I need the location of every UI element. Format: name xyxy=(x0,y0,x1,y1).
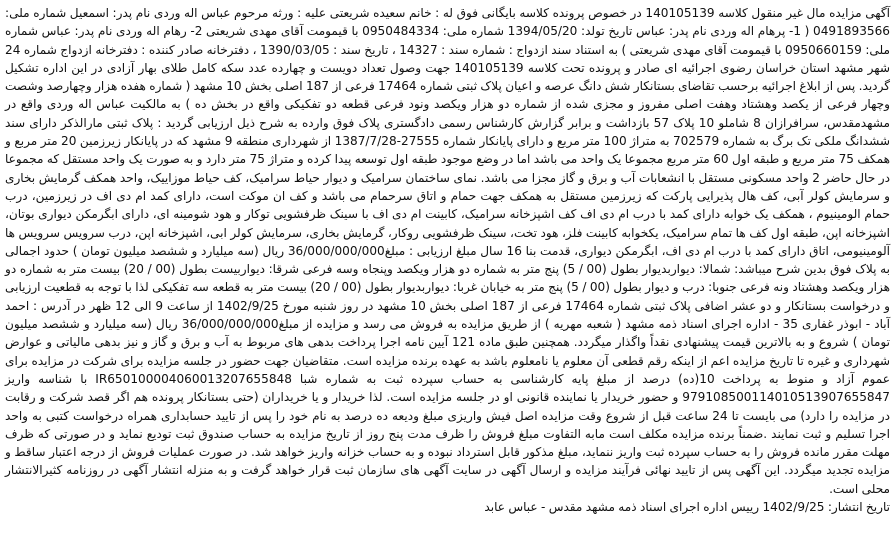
notice-signature-line: تاریخ انتشار: 1402/9/25 رییس اداره اجرای اسناد ذمه مشهد مقدس - عباس عابد xyxy=(484,500,890,515)
notice-body-text: آگهی مزایده مال غیر منقول کلاسه 140105139 در خصوص پرونده کلاسه بایگانی فوق له : خانم سعیده شریعتی علیه : ورثه مرحوم عباس اله وردی نام پدر: اسمعیل شماره ملی: 0491893566 ( 1- پرهام اله وردی نام پدر: عباس تاریخ تولد: 1394/05/20 شماره ملی: 0950484334 با قیمومت آقای مهدی شریعتی 2- رهام اله وردی نام پدر: عباس شماره ملی: 0950660159 با قیمومت آقای مهدی شریعتی ) به استناد سند ازدواج : شماره سند : 14327 ، تاریخ سند : 1390/03/05 ، دفترخانه صادر کننده : دفترخانه ازدواج شماره 24 شهر مشهد استان خراسان رضوی اجرائیه ای صادر و پرونده تحت کلاسه 140105139 جهت وصول تعداد دویست و چهارده عدد سکه کامل طلای بهار آزادی در این اداره تشکیل گردید. پس از ابلاغ اجرائیه برحسب تقاضای بستانکار شش دانگ عرصه و اعیان پلاک ثبتی شماره 17464 فرعی از 187 اصلی بخش 10 مشهد ( شماره هفده هزار وچهارصد وشصت وچهار فرعی از یکصد وهشتاد وهفت اصلی مفروز و مجزی شده از شماره دو هزار ویکصد ونود فرعی قطعه دو تفکیکی واقع در بخش ده ) به مالکیت عباس اله وردی واقع در مشهدمقدس، سرافرازان 8 شاملو 10 پلاک 57 بازداشت و برابر گزارش کارشناس رسمی دادگستری پلاک فوق وارده به شرح ذیل ارزیابی گردید : پلاک ثبتی مارالذکر دارای سند ششدانگ ملکی تک برگ به شماره 702579 به متراژ 100 متر مربع و دارای پایانکار شماره 27555-1387/7/28 از شهرداری منطقه 9 مشهد که در پایانکار زیرزمین 20 متر مربع و همکف 75 متر مربع و طبقه اول 60 متر مربع مجموعا یک واحد می باشد اما در وضع موجود طبقه اول توسعه پیدا کرده و متراژ 75 متر دارد و به صورت یک واحد مستقل که مجموعا در حال حاضر 2 واحد مسکونی مستقل با انشعابات آب و برق و گاز مجزا می باشد. نمای ساختمان سرامیک و دیوار حیاط سرامیک، کف حیاط موزاییک، واحد همکف گرمایش بخاری و سرمایش کولر آبی، کف هال پذیرایی پارکت که زیرزمین مستقل به همکف جهت حمام و اتاق سرحمام می باشد و کف ان موکت است، دارای کمد ام دی اف در زیرزمین، درب حمام الومینیوم ، همکف یک خوابه دارای کمد با درب ام دی اف کف اشپزخانه سرامیک، کابینت ام دی اف با سینک ظرفشویی توکار و هود شومینه ای، دارای ابگرمکن دیواری بوتان، اشپزخانه اپن، طبقه اول کف ها تمام سرامیک، یکخوابه کابینت فلز، هود تخت، سینک ظرفشویی روکار، گرمایش بخاری، سرمایش کولر ابی، اشپزخانه اپن، درب سرویس سرویس ها آلومینیومی، اتاق دارای کمد با درب ام دی اف، ابگرمکن دیواری، قدمت بنا 16 سال مبلغ ارزیابی : مبلغ36/000/000/000 ریال (سه میلیارد و ششصد میلیون تومان ) حدود اجمالی به پلاک فوق بدین شرح میباشد: شمالا: دیواربدیوار بطول (00 / 5) پنج متر به شماره دو هزار ویکصد وپنجاه وسه فرعی شرقا: دیواربیست بطول (00 / 20) بیست متر به شماره دو هزار ویکصد وهشتاد ونه فرعی جنوبا: درب و دیوار بطول (00 / 5) پنج متر به خیابان غربا: دیواربدیوار بطول (00 / 20) بیست متر به قطعه سه تفکیکی لذا با توجه به قطعیت ارزیابی و درخواست بستانکار و دو عشر اضافی پلاک ثبتی شماره 17464 فرعی از 187 اصلی بخش 10 مشهد در روز شنبه مورخ 1402/9/25 از ساعت 9 الی 12 ظهر در آدرس : احمد آباد - ابوذر غفاری 35 - اداره اجرای اسناد ذمه مشهد ( شعبه مهریه ) از طریق مزایده به فروش می رسد و مزایده از مبلغ36/000/000/000 ریال (سه میلیارد و ششصد میلیون تومان ) شروع و به بالاترین قیمت پیشنهادی نقداً واگذار میگردد. همچنین طبق ماده 121 آیین نامه اجرا پرداخت بدهی های مربوط به آب و برق و گاز و نیز بدهی مالیاتی و عوارض شهرداری و غیره تا تاریخ مزایده اعم از اینکه رقم قطعی آن معلوم یا نامعلوم باشد به عهده برنده مزایده است. متقاضیان جهت حضور در جلسه مزایده برای شرکت در مزایده برای عموم آزاد و منوط به پرداخت 10(ده) درصد از مبلغ پایه کارشناسی به حساب سپرده ثبت به شماره شبا IR650100004060013207655848 با شناسه واریز 979108500114010513907655847 و حضور خریدار یا نماینده قانونی او در جلسه مزایده است. لذا خریدار و یا خریداران (حتی بستانکار پرونده هم اگر قصد شرکت و رقابت در مزایده را دارد) می بایست تا 24 ساعت قبل از شروع وقت مزایده اصل فیش واریزی مبلغ ودیعه ده درصد به نام خود را پس از تایید حسابداری همراه درخواست کتبی به واحد اجرا تسلیم و ثبت نمایند .ضمناً برنده مزایده مکلف است مابه التفاوت مبلغ فروش را ظرف مدت پنج روز از تاریخ مزایده به حساب صندوق ثبت تودیع نماید و در صورتی که ظرف مهلت مقرر مانده فروش را به حساب سپرده ثبت واریز ننماید، مبلغ مذکور قابل استرداد نبوده و به حساب خزانه واریز خواهد شد. در صورت عملیات فروش از درجه اعتبار ساقط و مزایده تجدید میگردد. این آگهی پس از تایید نهائی فرآیند مزایده و ارسال آگهی در سایت آگهی های سازمان ثبت قرار خواهد گرفت و به منزله انتشار آگهی در روزنامه کثیرالانتشار محلی است. xyxy=(5,6,891,496)
